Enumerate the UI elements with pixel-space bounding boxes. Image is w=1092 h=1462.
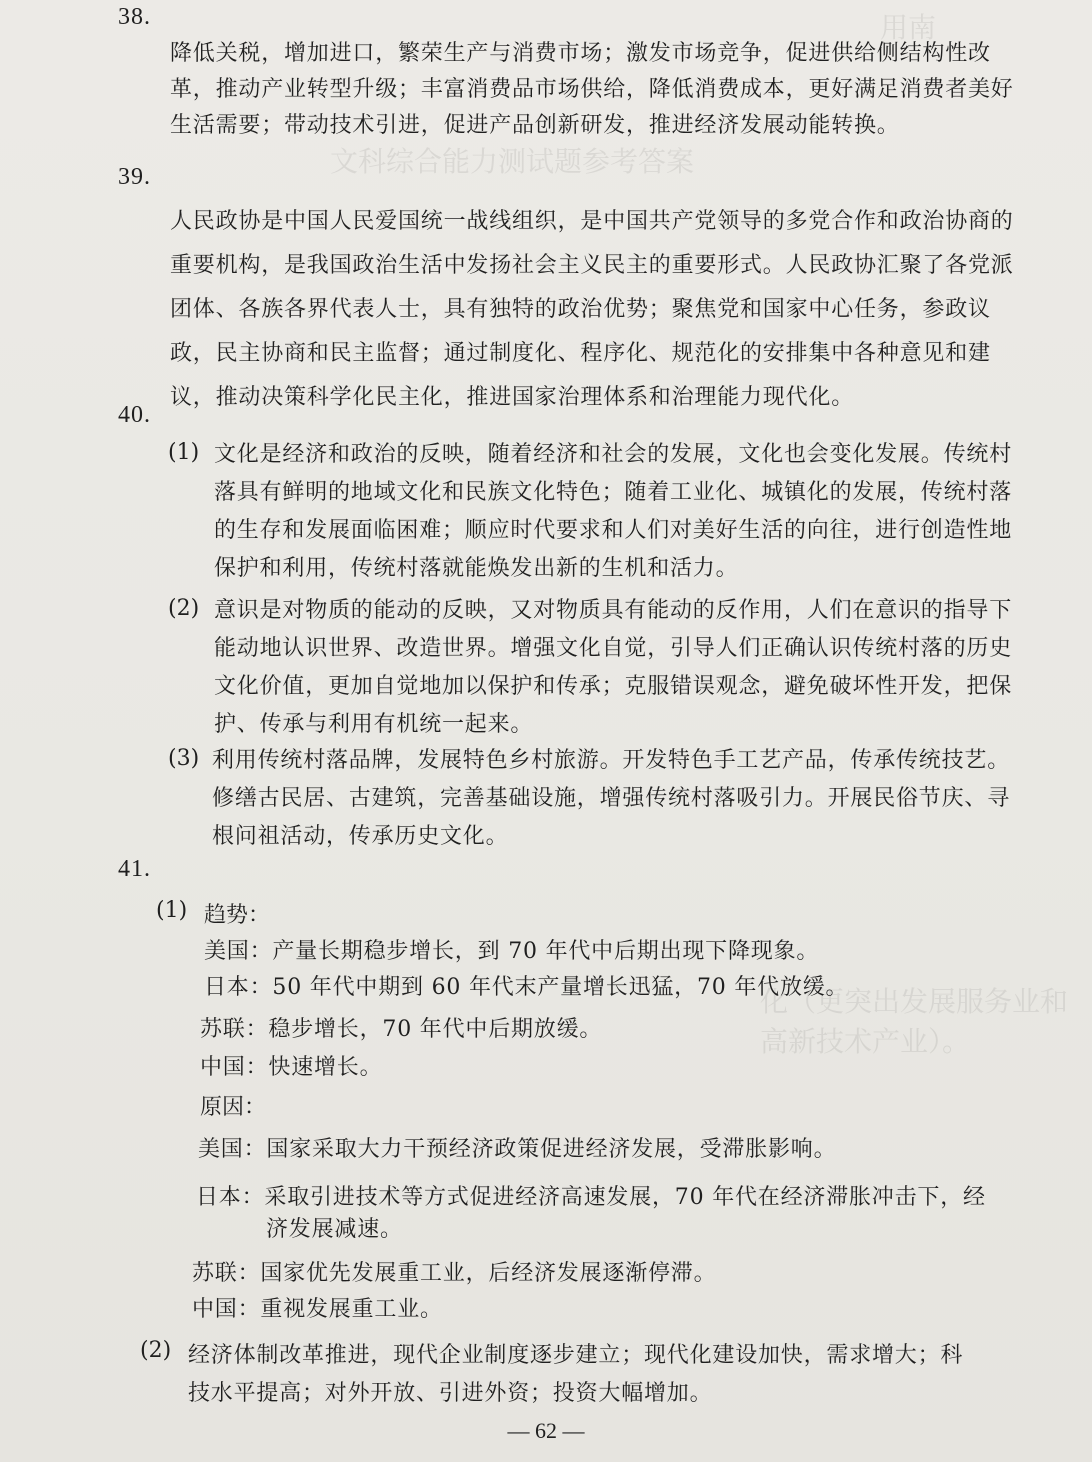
- answer-41-2-marker: (2): [140, 1338, 172, 1363]
- reason-line-usa: 美国：国家采取大力干预经济政策促进经济发展，受滞胀影响。: [198, 1137, 837, 1162]
- trend-line-usa: 美国：产量长期稳步增长，到 70 年代中后期出现下降现象。: [204, 939, 820, 964]
- trend-line-china: 中国：快速增长。: [200, 1055, 383, 1080]
- question-number-41: 41.: [118, 856, 151, 882]
- question-number-38: 38.: [118, 4, 151, 30]
- trend-line-ussr: 苏联：稳步增长，70 年代中后期放缓。: [200, 1017, 603, 1042]
- answer-40-1-text: 文化是经济和政治的反映，随着经济和社会的发展，文化也会变化发展。传统村落具有鲜明的地域文化和民族文化特色；随着工业化、城镇化的发展，传统村落的生存和发展面临困难；顺应时代要求和人们对美好生活的向往，进行创造性地保护和利用，传统村落就能焕发出新的生机和活力。: [214, 442, 1013, 581]
- reason-line-china: 中国：重视发展重工业。: [192, 1297, 443, 1322]
- question-number-40: 40.: [118, 402, 151, 428]
- answer-38-text: 降低关税，增加进口，繁荣生产与消费市场；激发市场竞争，促进供给侧结构性改革，推动产业转型升级；丰富消费品市场供给，降低消费成本，更好满足消费者美好生活需要；带动技术引进，促进产品创新研发，推进经济发展动能转换。: [170, 41, 1014, 138]
- trend-label: 趋势：: [204, 903, 271, 928]
- trend-line-japan: 日本：50 年代中期到 60 年代末产量增长迅猛，70 年代放缓。: [204, 975, 849, 1000]
- reason-line-japan: 日本：采取引进技术等方式促进经济高速发展，70 年代在经济滞胀冲击下，经: [196, 1185, 986, 1210]
- answer-39-text: 人民政协是中国人民爱国统一战线组织，是中国共产党领导的多党合作和政治协商的重要机构，是我国政治生活中发扬社会主义民主的重要形式。人民政协汇聚了各党派团体、各族各界代表人士，具有独特的政治优势；聚焦党和国家中心任务，参政议政，民主协商和民主监督；通过制度化、程序化、规范化的安排集中各种意见和建议，推动决策科学化民主化，推进国家治理体系和治理能力现代化。: [170, 209, 1014, 410]
- reason-line-ussr: 苏联：国家优先发展重工业，后经济发展逐渐停滞。: [192, 1261, 717, 1286]
- page-number: — 62 —: [507, 1418, 585, 1443]
- bleed-through-text: 文科综合能力测试题参考答案: [330, 145, 695, 178]
- answer-41-1-marker: (1): [156, 898, 188, 923]
- reason-label: 原因：: [200, 1095, 267, 1120]
- answer-41-2-line-2: 技水平提高；对外开放、引进外资；投资大幅增加。: [188, 1381, 713, 1406]
- reason-line-japan-cont: 济发展减速。: [266, 1217, 403, 1242]
- answer-41-2-line-1: 经济体制改革推进，现代企业制度逐步建立；现代化建设加快，需求增大；科: [188, 1343, 964, 1368]
- answer-40-2-text: 意识是对物质的能动的反映，又对物质具有能动的反作用，人们在意识的指导下能动地认识世界、改造世界。增强文化自觉，引导人们正确认识传统村落的历史文化价值，更加自觉地加以保护和传承；克服错误观念，避免破坏性开发，把保护、传承与利用有机统一起来。: [214, 598, 1013, 737]
- answer-40-3-marker: (3): [168, 746, 200, 771]
- question-number-39: 39.: [118, 164, 151, 190]
- answer-40-1-marker: (1): [168, 440, 200, 465]
- answer-40-3-text: 利用传统村落品牌，发展特色乡村旅游。开发特色手工艺产品，传承传统技艺。修缮古民居、古建筑，完善基础设施，增强传统村落吸引力。开展民俗节庆、寻根问祖活动，传承历史文化。: [212, 748, 1011, 849]
- bleed-through-text: 用南: [880, 11, 937, 44]
- bleed-through-text: 化（更突出发展服务业和高新技术产业）。: [760, 985, 1069, 1058]
- answer-40-2-marker: (2): [168, 596, 200, 621]
